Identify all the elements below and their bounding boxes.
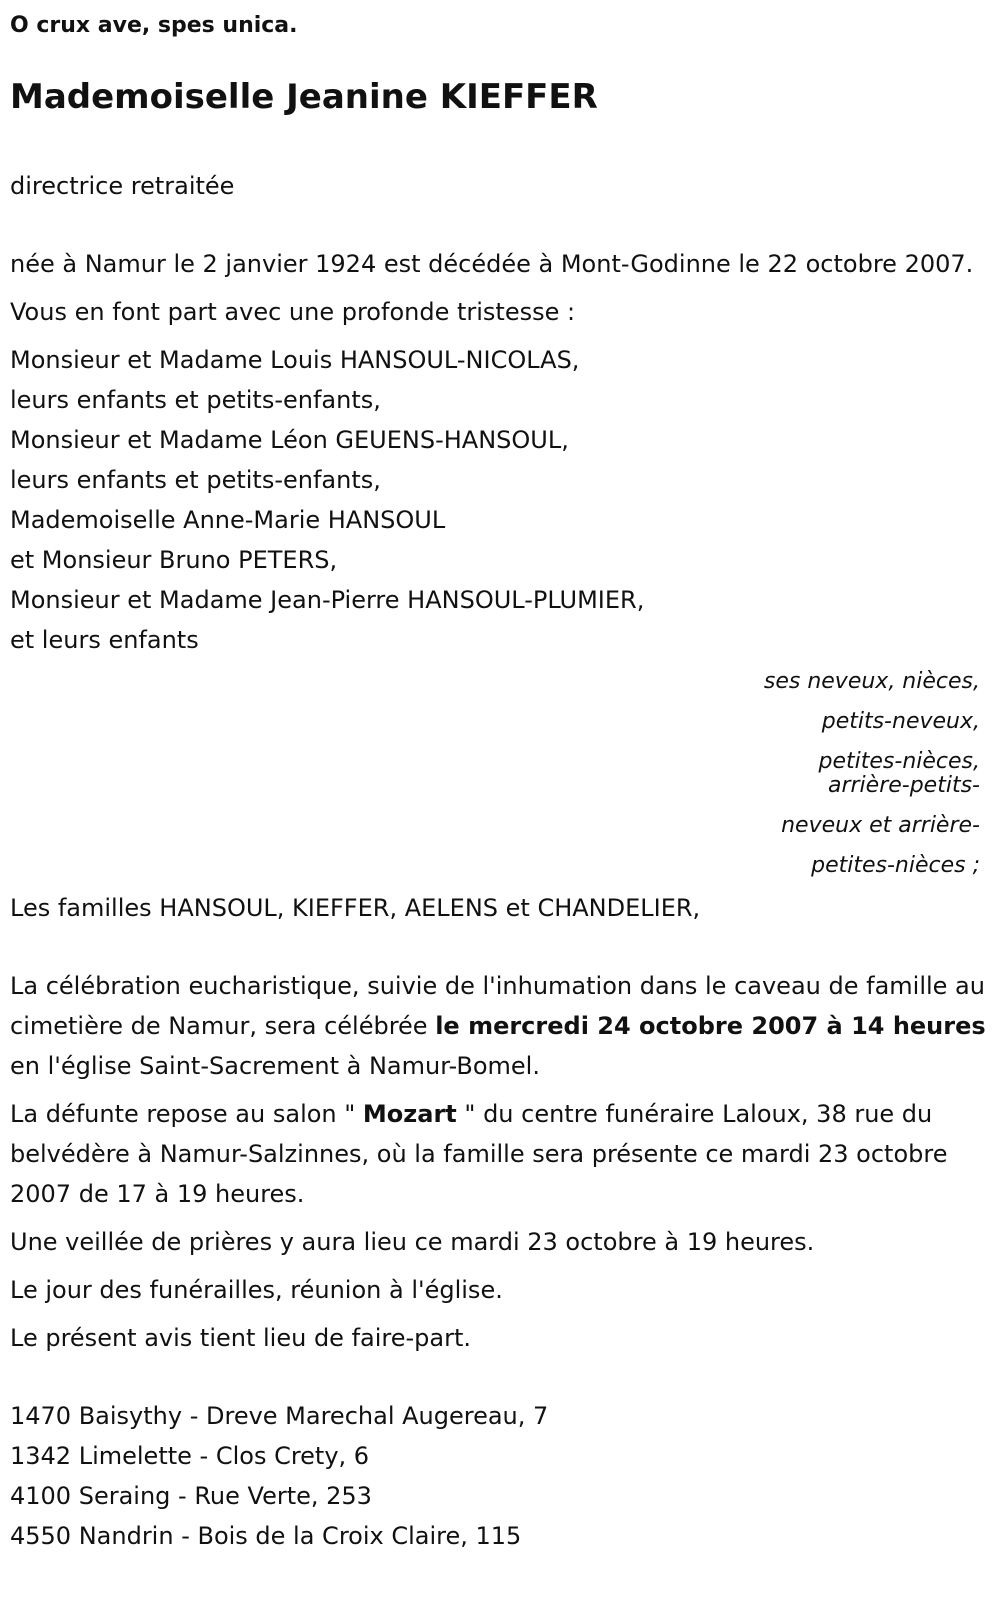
announcement-intro: Vous en font part avec une profonde tristesse : [10, 298, 576, 326]
address-line: 1470 Baisythy - Dreve Marechal Augereau, 7 [10, 1402, 549, 1430]
funeral-meeting-line: Le jour des funérailles, réunion à l'église. [10, 1276, 503, 1304]
family-list [10, 340, 990, 660]
family-line: et leurs enfants [10, 626, 199, 654]
relatives-line: petites-nièces, [818, 749, 980, 774]
address-line: 1342 Limelette - Clos Crety, 6 [10, 1442, 370, 1470]
celebration-place: en l'église Saint-Sacrement à Namur-Bomel. [10, 1052, 540, 1080]
relatives-line: petits-neveux, [821, 709, 980, 734]
address-list [10, 1396, 990, 1556]
repose-text: La défunte repose au salon " [10, 1100, 363, 1128]
celebration-paragraph [10, 966, 990, 1086]
deceased-role: directrice retraitée [10, 172, 235, 200]
family-line: leurs enfants et petits-enfants, [10, 386, 381, 414]
family-line: et Monsieur Bruno PETERS, [10, 546, 338, 574]
celebration-text: La célébration eucharistique, suivie de l'inhumation dans le caveau de famille au cimetière de Namur, sera célébrée [10, 972, 985, 1040]
repose-paragraph [10, 1094, 990, 1214]
deceased-name: Mademoiselle Jeanine KIEFFER [10, 77, 598, 117]
salon-name: Mozart [362, 1100, 457, 1128]
relatives-block [720, 662, 980, 886]
birth-death-line: née à Namur le 2 janvier 1924 est décédée à Mont-Godinne le 22 octobre 2007. [10, 250, 974, 278]
address-line: 4100 Seraing - Rue Verte, 253 [10, 1482, 372, 1510]
family-line: leurs enfants et petits-enfants, [10, 466, 381, 494]
notice-line: Le présent avis tient lieu de faire-part. [10, 1324, 472, 1352]
relatives-line: petites-nièces ; [811, 853, 980, 878]
celebration-date: le mercredi 24 octobre 2007 à 14 heures [435, 1012, 986, 1040]
family-line: Monsieur et Madame Louis HANSOUL-NICOLAS, [10, 346, 580, 374]
families-line: Les familles HANSOUL, KIEFFER, AELENS et CHANDELIER, [10, 894, 701, 922]
vigil-line: Une veillée de prières y aura lieu ce mardi 23 octobre à 19 heures. [10, 1228, 815, 1256]
motto: O crux ave, spes unica. [10, 13, 298, 38]
family-line: Mademoiselle Anne-Marie HANSOUL [10, 506, 446, 534]
relatives-line: neveux et arrière- [781, 813, 980, 838]
family-line: Monsieur et Madame Léon GEUENS-HANSOUL, [10, 426, 569, 454]
address-line: 4550 Nandrin - Bois de la Croix Claire, 115 [10, 1522, 522, 1550]
family-line: Monsieur et Madame Jean-Pierre HANSOUL-PLUMIER, [10, 586, 645, 614]
relatives-line: ses neveux, nièces, [763, 669, 980, 694]
relatives-line: arrière-petits- [827, 773, 980, 798]
repose-details: " du centre funéraire Laloux, 38 rue du belvédère à Namur-Salzinnes, où la famille sera présente ce mardi 23 octobre 2007 de 17 à 19 heures. [10, 1100, 948, 1208]
